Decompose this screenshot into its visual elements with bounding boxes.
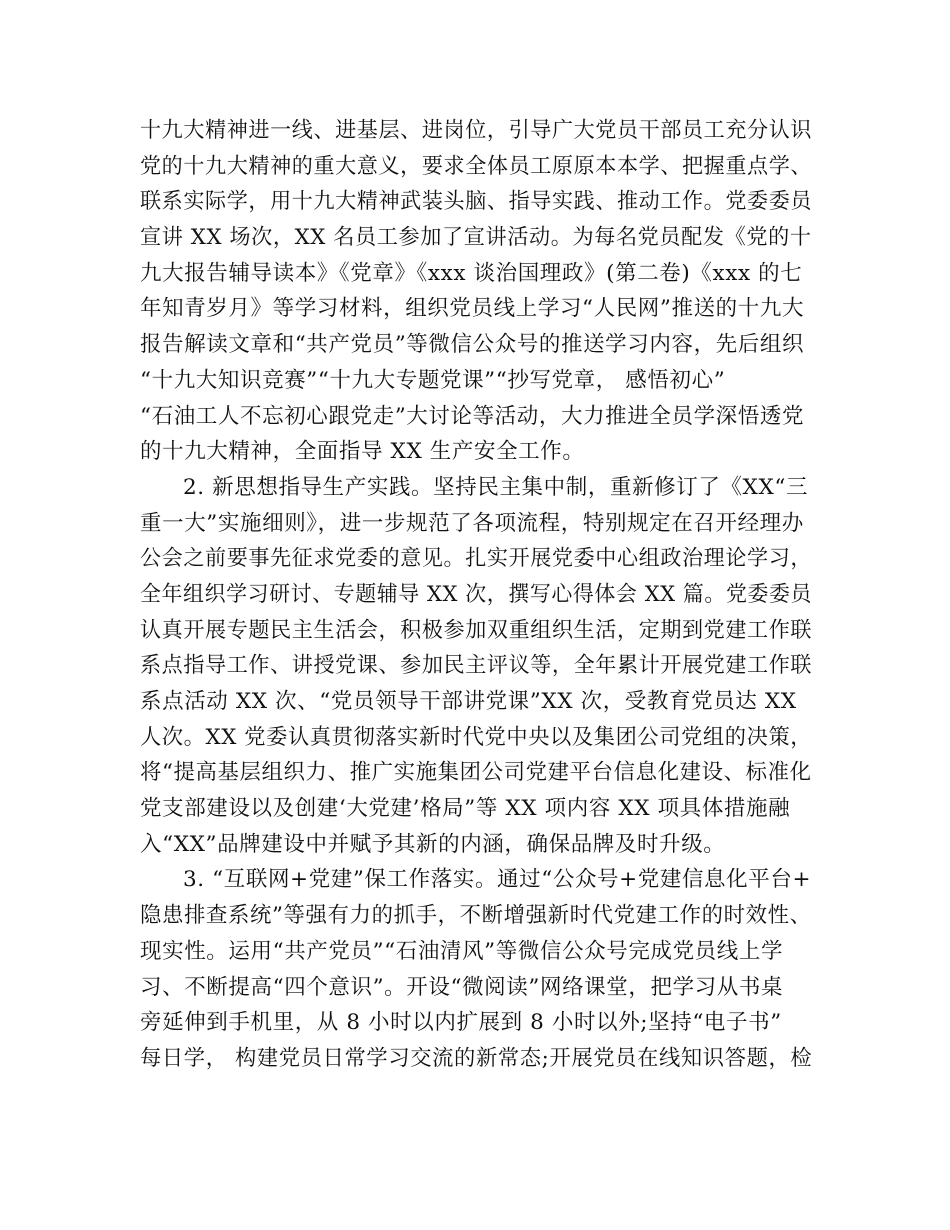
- text-line: “十九大知识竞赛”“十九大专题党课”“抄写党章， 感悟初心”: [140, 367, 726, 393]
- text-line: 报告解读文章和“共产党员”等微信公众号的推送学习内容，先后组织: [140, 332, 805, 358]
- text-line: 每日学， 构建党员日常学习交流的新常态;开展党员在线知识答题，检: [140, 1045, 813, 1071]
- text-line: 年知青岁月》等学习材料，组织党员线上学习“人民网”推送的十九大: [140, 296, 805, 322]
- text-line: 的十九大精神，全面指导 XX 生产安全工作。: [140, 439, 585, 465]
- text-line: 旁延伸到手机里，从 8 小时以内扩展到 8 小时以外;坚持“电子书”: [140, 1010, 782, 1036]
- text-line: 十九大精神进一线、进基层、进岗位，引导广大党员干部员工充分认识: [140, 118, 813, 143]
- text-line: 人次。XX 党委认真贯彻落实新时代党中央以及集团公司党组的决策，: [140, 724, 813, 750]
- text-line: 系点指导工作、讲授党课、参加民主评议等，全年累计开展党建工作联: [140, 653, 813, 679]
- text-line: 隐患排查系统”等强有力的抓手，不断增强新时代党建工作的时效性、: [140, 903, 812, 929]
- text-line: 联系实际学，用十九大精神武装头脑、指导实践、推动工作。党委委员: [140, 189, 813, 215]
- text-line: 全年组织学习研讨、专题辅导 XX 次，撰写心得体会 XX 篇。党委委员: [140, 581, 813, 607]
- text-line: 系点活动 XX 次、“党员领导干部讲党课”XX 次，受教育党员达 XX: [140, 689, 797, 714]
- text-line: 九大报告辅导读本》《党章》《xxx 谈治国理政》(第二卷)《xxx 的七: [140, 260, 803, 286]
- text-line: 习、不断提高“四个意识”。开设“微阅读”网络课堂，把学习从书桌: [140, 974, 784, 1000]
- text-line: 党支部建设以及创建‘大党建’格局”等 XX 项内容 XX 项具体措施融: [140, 796, 791, 822]
- text-line: 重一大”实施细则》，进一步规范了各项流程，特别规定在召开经理办: [140, 510, 804, 536]
- paragraph-2-first-line: 2. 新思想指导生产实践。坚持民主集中制，重新修订了《XX“三: [183, 474, 809, 500]
- text-line: 入“XX”品牌建设中并赋予其新的内涵，确保品牌及时升级。: [140, 831, 726, 857]
- paragraph-3-first-line: 3. “互联网+党建”保工作落实。通过“公众号+党建信息化平台+: [183, 867, 812, 893]
- text-line: 党的十九大精神的重大意义，要求全体员工原原本本学、把握重点学、: [140, 153, 813, 179]
- text-line: 将“提高基层组织力、推广实施集团公司党建平台信息化建设、标准化: [140, 760, 812, 786]
- text-line: 宣讲 XX 场次，XX 名员工参加了宣讲活动。为每名党员配发《党的十: [140, 225, 812, 251]
- text-line: 公会之前要事先征求党委的意见。扎实开展党委中心组政治理论学习，: [140, 546, 813, 572]
- text-line: “石油工人不忘初心跟党走”大讨论等活动，大力推进全员学深悟透党: [140, 403, 805, 429]
- text-line: 现实性。运用“共产党员”“石油清风”等微信公众号完成党员线上学: [140, 938, 784, 964]
- text-line: 认真开展专题民主生活会，积极参加双重组织生活，定期到党建工作联: [140, 617, 813, 643]
- document-body: [140, 113, 812, 1077]
